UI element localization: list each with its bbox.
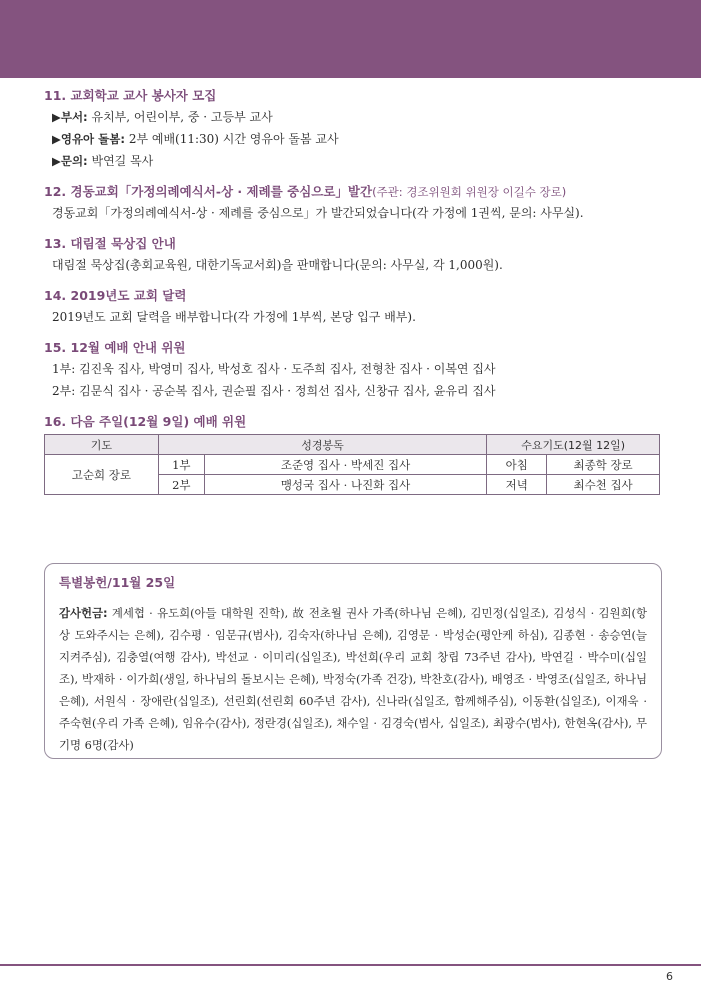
page-number: 6 (666, 970, 673, 983)
table-header-row (45, 435, 660, 455)
prayer-person: 고순희 장로 (45, 455, 159, 495)
section-next-worship (44, 412, 660, 495)
list-item: ▶부서: 유치부, 어린이부, 중 · 고등부 교사 (52, 110, 273, 124)
section-ritual-book (44, 182, 660, 224)
footer-rule (0, 964, 701, 966)
wed-person: 최수천 집사 (547, 475, 660, 495)
readers: 맹성국 집사 · 나진화 집사 (204, 475, 487, 495)
service-label: 1부 (158, 455, 204, 475)
section-text: 2019년도 교회 달력을 배부합니다(각 가정에 1부씩, 본당 입구 배부). (52, 310, 416, 324)
section-ushers (44, 338, 660, 402)
list-item: ▶문의: 박연길 목사 (52, 154, 154, 168)
wed-time: 저녁 (487, 475, 547, 495)
header-reading: 성경봉독 (158, 435, 486, 455)
list-item: ▶영유아 돌봄: 2부 예배(11:30) 시간 영유아 돌봄 교사 (52, 132, 339, 146)
section-text: 대림절 묵상집(총회교육원, 대한기독교서회)을 판매합니다(문의: 사무실, 각 1,000원). (52, 258, 503, 272)
offering-box (44, 563, 662, 759)
section-title: 12. 경동교회「가정의례예식서-상 · 제례를 중심으로」발간(주관: 경조위원회 위원장 이길수 장로) (44, 184, 567, 199)
offering-title: 특별봉헌/11월 25일 (59, 575, 176, 590)
section-title: 14. 2019년도 교회 달력 (44, 288, 187, 303)
service-label: 2부 (158, 475, 204, 495)
section-teacher-recruit (44, 86, 660, 172)
section-title: 11. 교회학교 교사 봉사자 모집 (44, 88, 217, 103)
section-text: 경동교회「가정의례예식서-상 · 제례를 중심으로」가 발간되었습니다(각 가정에 1권씩, 문의: 사무실). (52, 206, 584, 220)
wed-person: 최종학 장로 (547, 455, 660, 475)
duty-table (44, 434, 660, 495)
section-title: 15. 12월 예배 안내 위원 (44, 340, 186, 355)
header-wednesday: 수요기도(12월 12일) (487, 435, 660, 455)
announcements (44, 86, 660, 505)
header-prayer: 기도 (45, 435, 159, 455)
offering-text: 감사헌금: 계세협 · 유도희(아들 대학원 진학), 故 전초월 권사 가족(하나님 은혜), 김민정(십일조), 김성식 · 김원희(항상 도와주시는 은혜), 김수평 · 임문규(범사), 김숙자(하나님 은혜), 김영문 · 박성순(평안케 하심), 김종현 · 송승연(늘 지켜주심), 김충열(여행 감사), 박선교 · 이미리(십일조), 박선희(우리 교회 창립 73주년 감사), 박연길 · 박수미(십일조), 박재하 · 이가희(생일, 하나님의 돌보시는 은혜), 박정숙(가족 건강), 박찬호(감사), 배영조 · 박영조(십일조, 하나님 은혜), 서원식 · 장애란(십일조), 선린회(선린회 60주년 감사), 신나라(십일조, 함께해주심), 이동환(십일조), 이재욱 · 주숙현(우리 가족 은혜), 임유수(감사), 정란경(십일조), 채수일 · 김경숙(범사, 십일조), 최광수(범사), 한현옥(감사), 무기명 6명(감사) (59, 606, 647, 752)
header-bar (0, 0, 701, 78)
section-calendar (44, 286, 660, 328)
readers: 조준영 집사 · 박세진 집사 (204, 455, 487, 475)
table-row (45, 455, 660, 475)
section-text: 1부: 김진욱 집사, 박영미 집사, 박성호 집사 · 도주희 집사, 전형찬 집사 · 이복연 집사 (52, 362, 496, 376)
section-title: 13. 대림절 묵상집 안내 (44, 236, 176, 251)
section-text: 2부: 김문식 집사 · 공순복 집사, 권순필 집사 · 정희선 집사, 신창규 집사, 윤유리 집사 (52, 384, 496, 398)
section-advent-book (44, 234, 660, 276)
wed-time: 아침 (487, 455, 547, 475)
section-title: 16. 다음 주일(12월 9일) 예배 위원 (44, 414, 247, 429)
